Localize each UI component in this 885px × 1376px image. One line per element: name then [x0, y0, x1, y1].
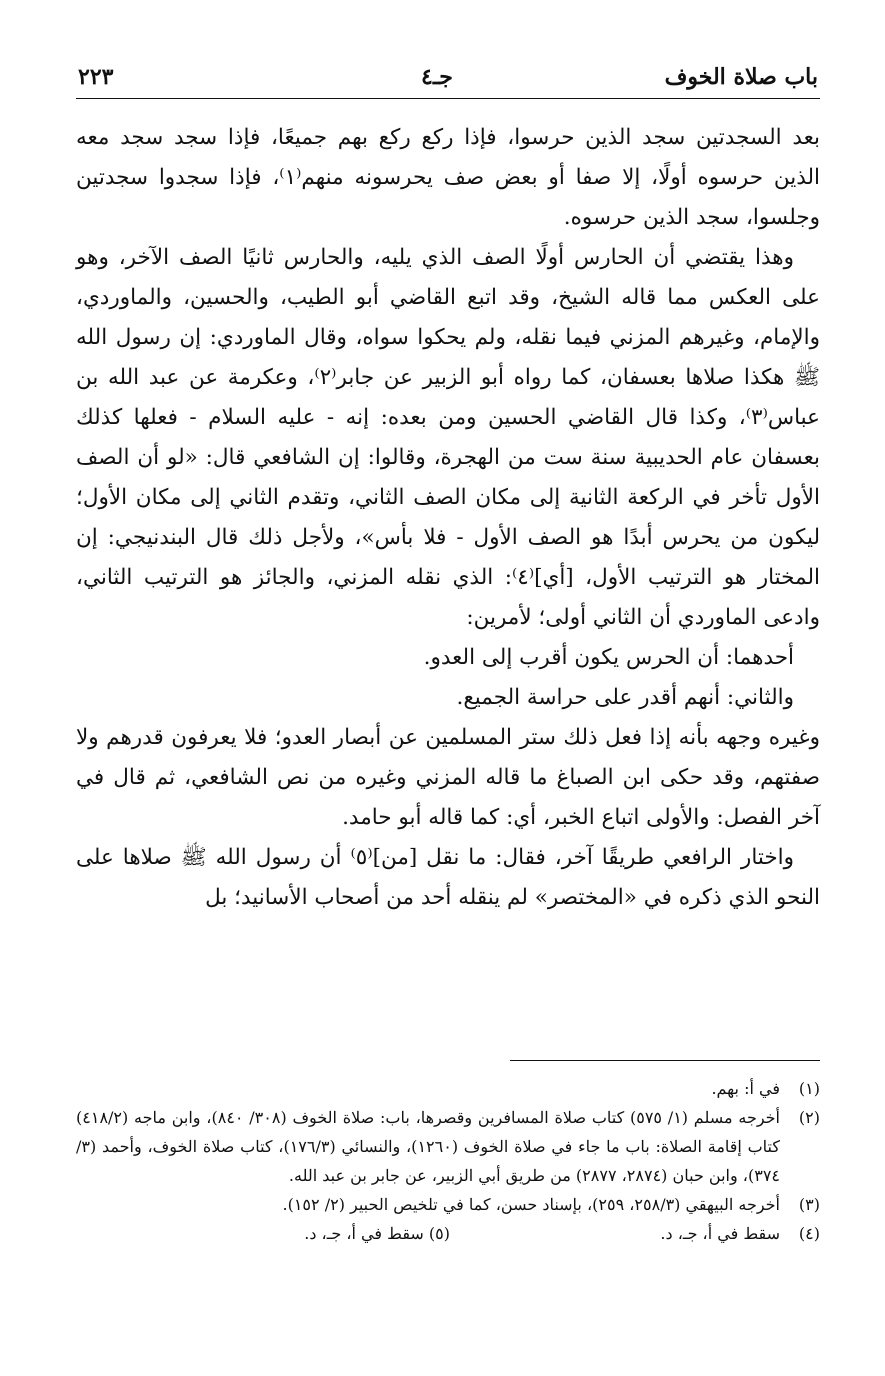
paragraph: بعد السجدتين سجد الذين حرسوا، فإذا ركع ركع بهم جميعًا، فإذا سجد سجد معه الذين حرسوه أولًا، إلا صفا أو بعض صف يحرسونه منهم⁽١⁾، فإذا سجدوا سجدتين وجلسوا، سجد الذين حرسوه.	[76, 125, 821, 230]
footnote-rule	[510, 1060, 820, 1061]
paragraph: وغيره وجهه بأنه إذا فعل ذلك ستر المسلمين عن أبصار العدو؛ فلا يعرفون قدرهم ولا صفتهم، وقد حكى ابن الصباغ ما قاله المزني وغيره من نص الشافعي، ثم قال في آخر الفصل: والأولى اتباع الخبر، أي: كما قاله أبو حامد.	[76, 725, 820, 830]
header-rule	[76, 98, 820, 99]
footnote	[76, 1103, 820, 1190]
volume-label: جـ٤	[421, 64, 453, 90]
paragraph: وهذا يقتضي أن الحارس أولًا الصف الذي يليه، والحارس ثانيًا الصف الآخر، وهو على العكس مما قاله الشيخ، وقد اتبع القاضي أبو الطيب، والحسين، والماوردي، والإمام، وغيرهم المزني فيما نقله، ولم يحكوا سواه، وقال الماوردي: إن رسول الله ﷺ هكذا صلاها بعسفان، كما رواه أبو الزبير عن جابر⁽٢⁾، وعكرمة عن عبد الله بن عباس⁽٣⁾، وكذا قال القاضي الحسين ومن بعده: إنه - عليه السلام - فعلها كذلك بعسفان عام الحديبية سنة ست من الهجرة، وقالوا: إن الشافعي قال: «لو أن الصف الأول تأخر في الركعة الثانية إلى مكان الصف الثاني، وتقدم الثاني إلى مكان الأول؛ ليكون من يحرس أبدًا هو الصف الأول - فلا بأس»، ولأجل ذلك قال البندنيجي: إن المختار هو الترتيب الأول، [أي]⁽٤⁾: الذي نقله المزني، والجائز هو الترتيب الثاني، وادعى الماوردي أن الثاني أولى؛ لأمرين:	[76, 245, 820, 630]
running-header	[76, 60, 820, 96]
paragraph: أحدهما: أن الحرس يكون أقرب إلى العدو.	[423, 645, 794, 670]
footnote-number: (١)	[798, 1079, 820, 1098]
footnote-number: (٢)	[798, 1108, 820, 1127]
footnote-text: سقط في أ، جـ، د.	[660, 1224, 780, 1243]
footnote-number: (٤)	[798, 1224, 820, 1243]
footnote	[76, 1190, 820, 1219]
footnote-number: (٣)	[798, 1195, 820, 1214]
paragraph: والثاني: أنهم أقدر على حراسة الجميع.	[456, 685, 794, 710]
page-number: ٢٢٣	[78, 64, 114, 90]
footnote-number: (٥)	[428, 1224, 450, 1243]
footnote	[76, 1074, 820, 1103]
footnote-text: سقط في أ، جـ، د.	[304, 1224, 424, 1243]
paragraph: واختار الرافعي طريقًا آخر، فقال: ما نقل [من]⁽٥⁾ أن رسول الله ﷺ صلاها على النحو الذي ذكره في «المختصر» لم ينقله أحد من أصحاب الأسانيد؛ بل	[76, 845, 820, 910]
footnote-text: أخرجه البيهقي (٢٥٨/٣، ٢٥٩)، بإسناد حسن، كما في تلخيص الحبير (٢/ ١٥٢).	[282, 1195, 780, 1214]
footnote	[304, 1219, 450, 1248]
chapter-title: باب صلاة الخوف	[664, 64, 818, 90]
footnote-pair	[76, 1219, 820, 1248]
footnote-text: أخرجه مسلم (١/ ٥٧٥) كتاب صلاة المسافرين وقصرها، باب: صلاة الخوف (٣٠٨/ ٨٤٠)، وابن ماجه (٤١٨/٢) كتاب إقامة الصلاة: باب ما جاء في صلاة الخوف (١٢٦٠)، والنسائي (١٧٦/٣)، كتاب صلاة الخوف، وأحمد (٣/ ٣٧٤)، وابن حبان (٢٨٧٤، ٢٨٧٧) من طريق أبي الزبير، عن جابر بن عبد الله.	[76, 1108, 780, 1185]
footnote-text: في أ: بهم.	[711, 1079, 780, 1098]
main-text	[76, 118, 820, 918]
footnotes	[76, 1074, 820, 1248]
